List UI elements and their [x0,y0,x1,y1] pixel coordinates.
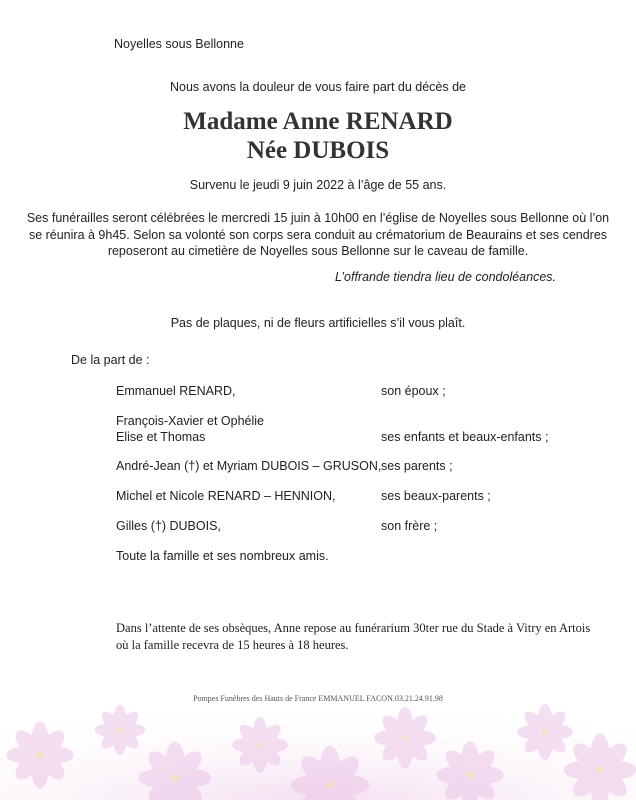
family-relation: ses beaux-parents ; [381,489,491,503]
funeral-text: Ses funérailles seront célébrées le mercredi 15 juin à 10h00 en l’église de Noyelles sous Bellonne où l’on se réunira à 9h45. Selon sa volonté son corps sera conduit au crématorium de Beaurains et ses cendres reposeront au cimetière de Noyelles sous Bellonne sur le caveau de famille. [26,211,610,258]
family-names: Toute la famille et ses nombreux amis. [116,549,329,563]
family-names: Gilles (†) DUBOIS, [116,519,221,533]
deceased-name: Madame Anne RENARD [183,108,453,135]
family-relation: son époux ; [381,384,446,398]
family-relation: son frère ; [381,519,438,533]
family-relation: ses enfants et beaux-enfants ; [381,430,549,444]
family-names: Elise et Thomas [116,430,206,444]
family-names: François-Xavier et Ophélie [116,414,264,428]
funeral-home-footer: Pompes Funèbres des Hauts de France EMMANUEL FACON.03.21.24.91.98 [193,694,443,703]
family-names: Michel et Nicole RENARD – HENNION, [116,489,336,503]
intro-text: Nous avons la douleur de vous faire part du décès de [169,80,467,94]
family-names: Emmanuel RENARD, [116,384,236,398]
offering-note: L’offrande tiendra lieu de condoléances. [335,270,556,284]
death-notice: Survenu le jeudi 9 juin 2022 à l’âge de 55 ans. [189,178,447,192]
from-label: De la part de : [71,353,150,367]
location: Noyelles sous Bellonne [114,37,244,51]
family-relation: ses parents ; [381,459,453,473]
family-names: André-Jean (†) et Myriam DUBOIS – GRUSON, [116,459,382,473]
flower-decoration [0,660,636,800]
deceased-maiden-name: Née DUBOIS [246,137,390,164]
wake-line: où la famille recevra de 15 heures à 18 heures. [116,637,349,652]
wake-info [116,620,590,653]
wake-line: Dans l’attente de ses obsèques, Anne repose au funérarium 30ter rue du Stade à Vitry en Artois [116,621,591,635]
no-plaques-note: Pas de plaques, ni de fleurs artificielles s’il vous plaît. [170,316,466,330]
